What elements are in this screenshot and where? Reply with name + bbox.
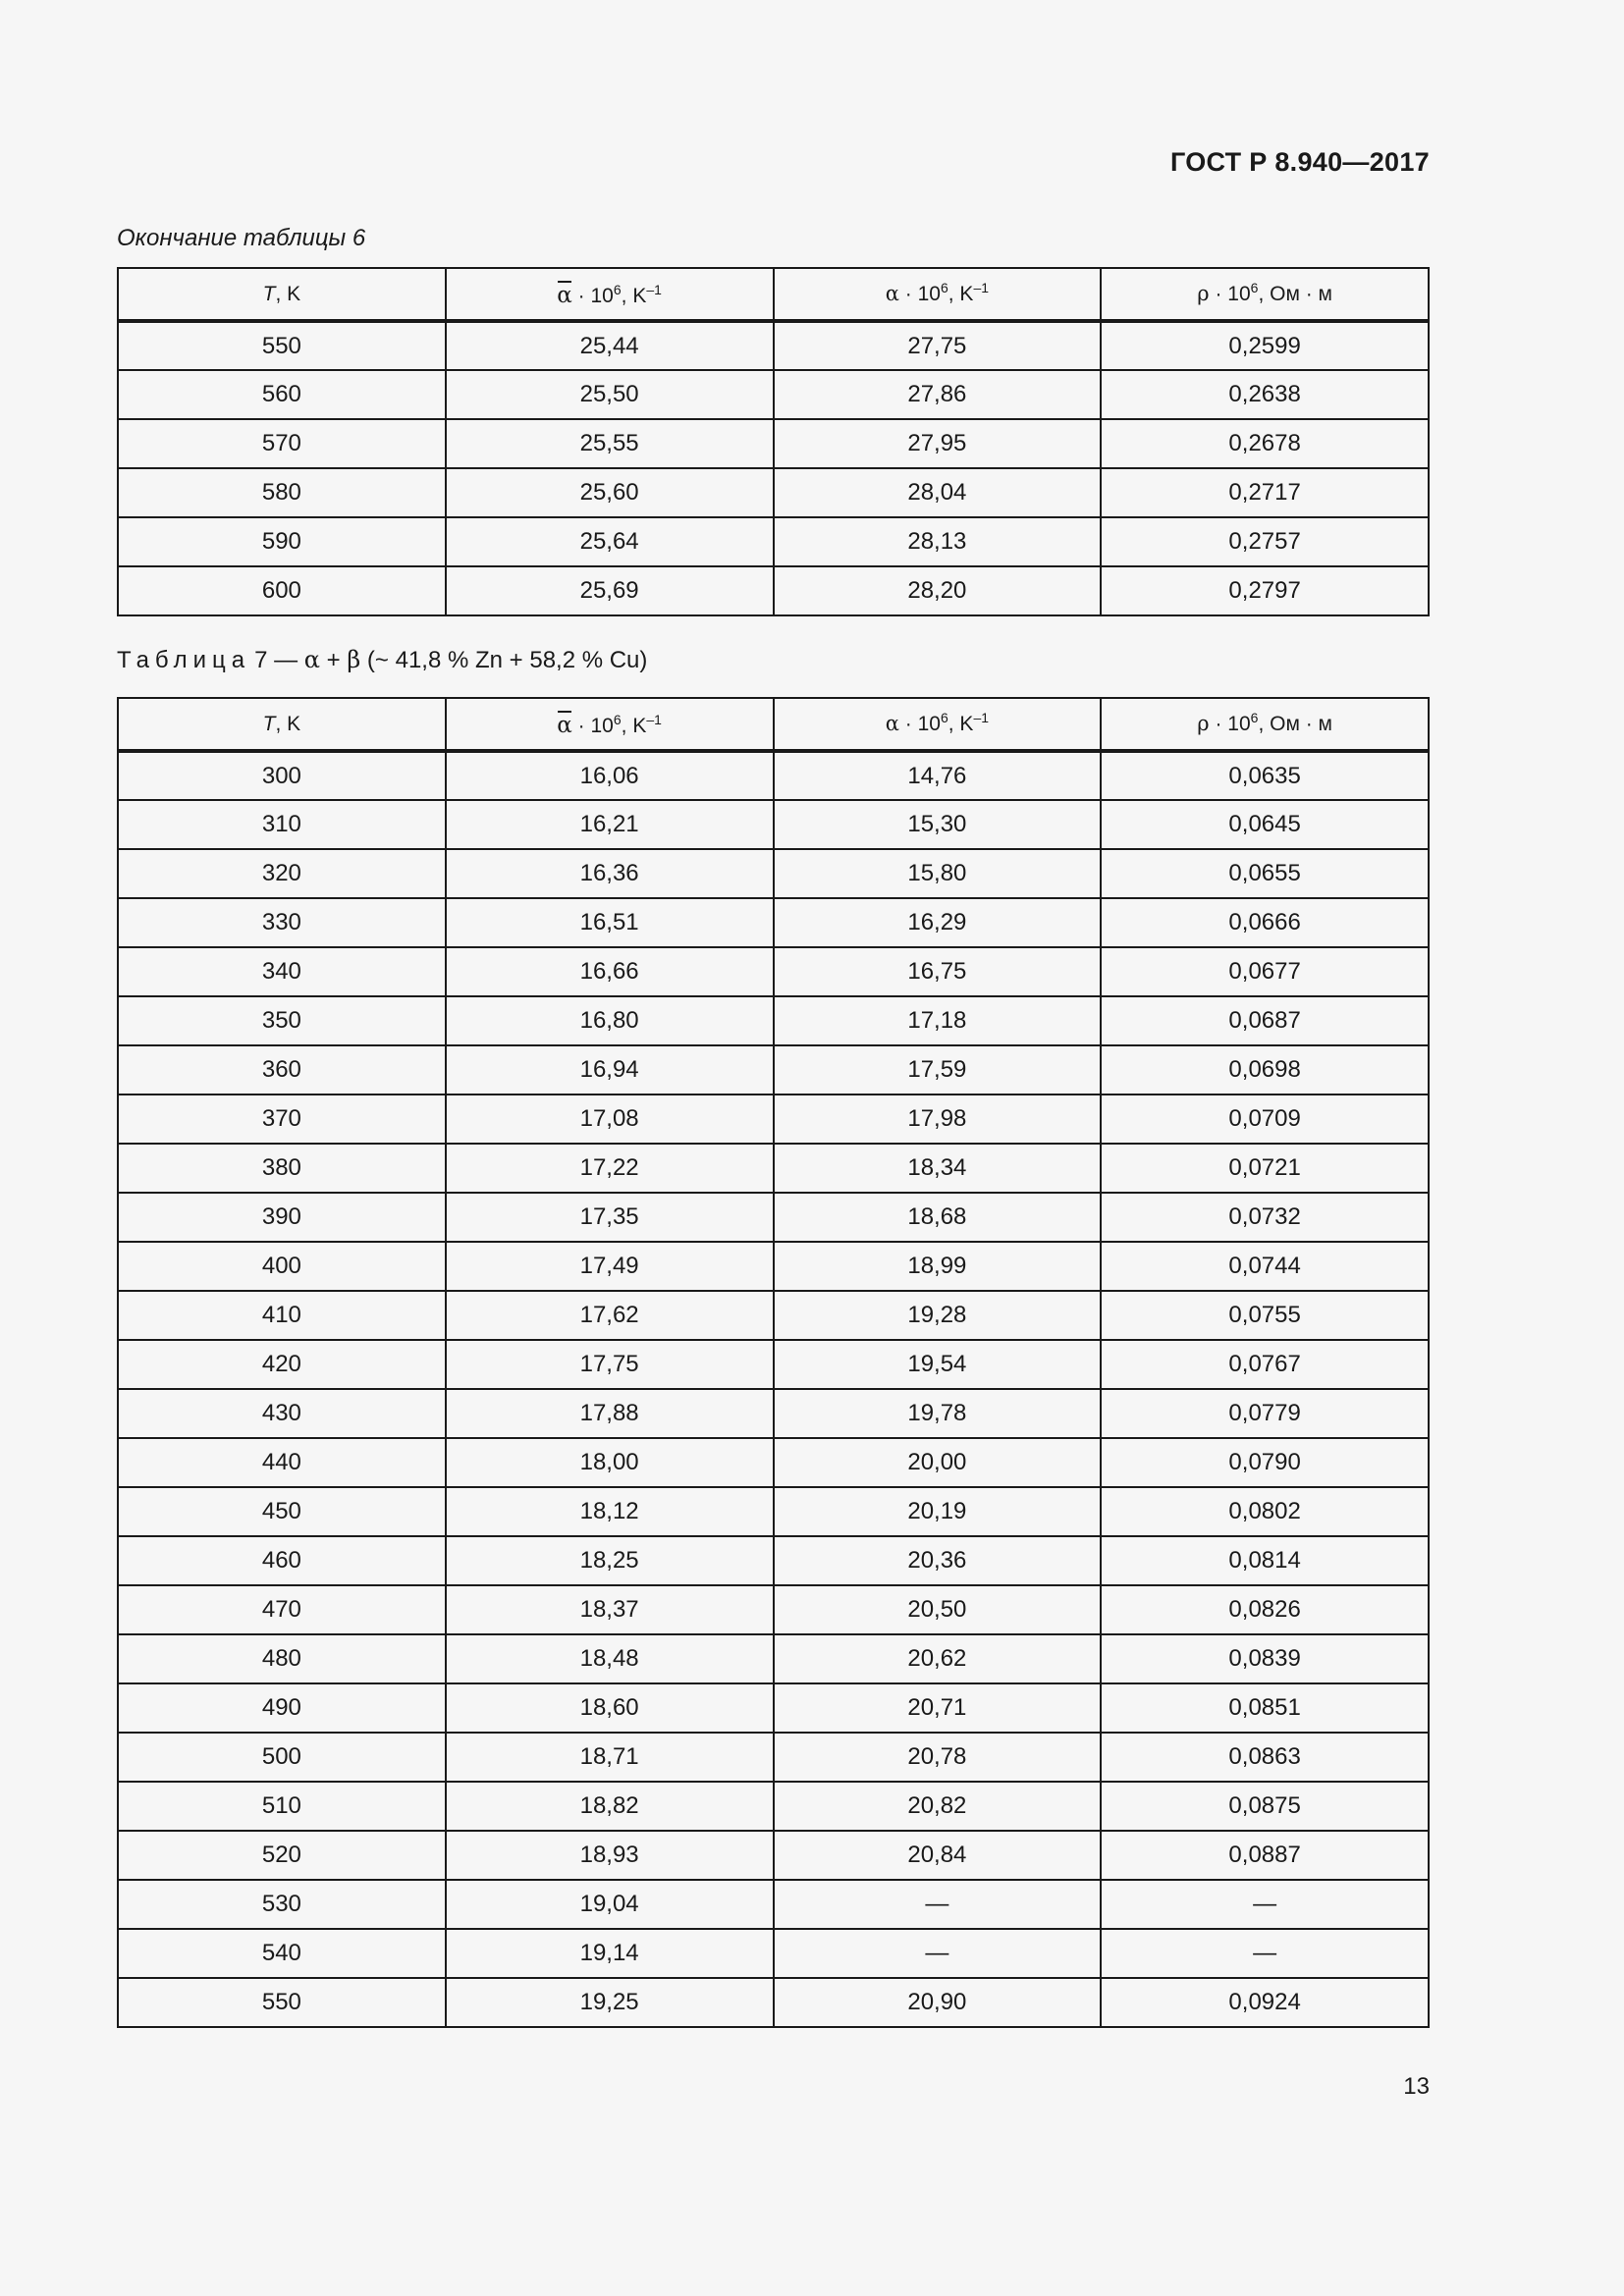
cell-expansion: 14,76 [774, 751, 1102, 800]
cell-expansion: 27,86 [774, 370, 1102, 419]
cell-resistivity: 0,2599 [1101, 321, 1429, 370]
cell-temperature: 550 [118, 321, 446, 370]
table-row [118, 1733, 1429, 1782]
table-row [118, 1242, 1429, 1291]
cell-resistivity: 0,0875 [1101, 1782, 1429, 1831]
cell-resistivity: 0,2797 [1101, 566, 1429, 615]
cell-resistivity: 0,0677 [1101, 947, 1429, 996]
cell-expansion: 20,36 [774, 1536, 1102, 1585]
table-row [118, 1389, 1429, 1438]
alpha-bar-symbol: α [557, 282, 572, 308]
cell-temperature: 400 [118, 1242, 446, 1291]
table-row [118, 947, 1429, 996]
cell-expansion: 20,19 [774, 1487, 1102, 1536]
cell-resistivity: 0,0863 [1101, 1733, 1429, 1782]
table7-caption: Таблица 7 — α + β (~ 41,8 % Zn + 58,2 % Cu) [117, 646, 648, 673]
table-row [118, 1291, 1429, 1340]
cell-expansion: 28,13 [774, 517, 1102, 566]
cell-expansion: 20,84 [774, 1831, 1102, 1880]
cell-expansion: 17,18 [774, 996, 1102, 1045]
table-row [118, 1585, 1429, 1634]
cell-resistivity: 0,2638 [1101, 370, 1429, 419]
cell-expansion: 20,50 [774, 1585, 1102, 1634]
cell-resistivity: 0,2717 [1101, 468, 1429, 517]
cell-resistivity: 0,0744 [1101, 1242, 1429, 1291]
alpha-bar-symbol: α [557, 712, 572, 738]
cell-temperature: 310 [118, 800, 446, 849]
cell-temperature: 540 [118, 1929, 446, 1978]
cell-mean-expansion: 25,64 [446, 517, 774, 566]
table-row [118, 800, 1429, 849]
col-header-resistivity: $\rho \cdot 10^6$, Ом · м [1101, 698, 1429, 751]
table-row [118, 1880, 1429, 1929]
cell-mean-expansion: 16,80 [446, 996, 774, 1045]
table7 [117, 697, 1430, 2028]
cell-expansion: 20,90 [774, 1978, 1102, 2027]
cell-resistivity: 0,0839 [1101, 1634, 1429, 1683]
cell-mean-expansion: 17,62 [446, 1291, 774, 1340]
cell-temperature: 600 [118, 566, 446, 615]
table-row [118, 468, 1429, 517]
cell-resistivity: 0,0826 [1101, 1585, 1429, 1634]
cell-resistivity: 0,2678 [1101, 419, 1429, 468]
cell-temperature: 390 [118, 1193, 446, 1242]
cell-mean-expansion: 16,36 [446, 849, 774, 898]
table-row [118, 1340, 1429, 1389]
col-header-mean-expansion: $\alpha \cdot 10^6$, $K^{-1}$ [446, 698, 774, 751]
cell-temperature: 510 [118, 1782, 446, 1831]
cell-temperature: 430 [118, 1389, 446, 1438]
cell-expansion: 18,34 [774, 1144, 1102, 1193]
col-header-mean-expansion: $\alpha \cdot 10^6$, $K^{-1}$ [446, 268, 774, 321]
col-header-temperature: T, K [118, 698, 446, 751]
cell-expansion: 20,71 [774, 1683, 1102, 1733]
cell-expansion: 27,95 [774, 419, 1102, 468]
cell-mean-expansion: 25,69 [446, 566, 774, 615]
cell-expansion: 17,59 [774, 1045, 1102, 1095]
cell-expansion: 20,00 [774, 1438, 1102, 1487]
cell-temperature: 360 [118, 1045, 446, 1095]
cell-resistivity: 0,0645 [1101, 800, 1429, 849]
cell-temperature: 410 [118, 1291, 446, 1340]
cell-expansion: 19,28 [774, 1291, 1102, 1340]
cell-expansion: 19,78 [774, 1389, 1102, 1438]
cell-resistivity: 0,0755 [1101, 1291, 1429, 1340]
table-row [118, 1634, 1429, 1683]
cell-mean-expansion: 25,60 [446, 468, 774, 517]
table-row [118, 996, 1429, 1045]
cell-mean-expansion: 17,75 [446, 1340, 774, 1389]
cell-resistivity: 0,0802 [1101, 1487, 1429, 1536]
table6-header-row [118, 268, 1429, 321]
cell-resistivity: 0,0851 [1101, 1683, 1429, 1733]
cell-mean-expansion: 17,49 [446, 1242, 774, 1291]
cell-mean-expansion: 18,00 [446, 1438, 774, 1487]
table-row [118, 370, 1429, 419]
col-header-expansion: $\alpha \cdot 10^6$, $K^{-1}$ [774, 268, 1102, 321]
cell-resistivity: — [1101, 1880, 1429, 1929]
cell-temperature: 470 [118, 1585, 446, 1634]
cell-resistivity: 0,0767 [1101, 1340, 1429, 1389]
table-row [118, 1536, 1429, 1585]
col-header-resistivity: $\rho \cdot 10^6$, Ом · м [1101, 268, 1429, 321]
cell-mean-expansion: 18,37 [446, 1585, 774, 1634]
cell-mean-expansion: 19,04 [446, 1880, 774, 1929]
cell-expansion: — [774, 1929, 1102, 1978]
cell-temperature: 520 [118, 1831, 446, 1880]
cell-mean-expansion: 18,71 [446, 1733, 774, 1782]
cell-temperature: 530 [118, 1880, 446, 1929]
cell-mean-expansion: 17,08 [446, 1095, 774, 1144]
cell-expansion: 18,68 [774, 1193, 1102, 1242]
cell-expansion: — [774, 1880, 1102, 1929]
cell-expansion: 28,04 [774, 468, 1102, 517]
cell-resistivity: 0,0655 [1101, 849, 1429, 898]
cell-mean-expansion: 18,25 [446, 1536, 774, 1585]
cell-expansion: 15,30 [774, 800, 1102, 849]
cell-resistivity: 0,0732 [1101, 1193, 1429, 1242]
cell-mean-expansion: 18,93 [446, 1831, 774, 1880]
cell-resistivity: 0,0635 [1101, 751, 1429, 800]
cell-temperature: 330 [118, 898, 446, 947]
table-row [118, 898, 1429, 947]
cell-resistivity: 0,0790 [1101, 1438, 1429, 1487]
cell-temperature: 560 [118, 370, 446, 419]
cell-resistivity: 0,0666 [1101, 898, 1429, 947]
cell-temperature: 550 [118, 1978, 446, 2027]
table-row [118, 1438, 1429, 1487]
col-header-expansion: $\alpha \cdot 10^6$, $K^{-1}$ [774, 698, 1102, 751]
cell-temperature: 480 [118, 1634, 446, 1683]
cell-expansion: 17,98 [774, 1095, 1102, 1144]
cell-resistivity: 0,2757 [1101, 517, 1429, 566]
table-row [118, 1193, 1429, 1242]
cell-mean-expansion: 16,94 [446, 1045, 774, 1095]
col-header-temperature: T, K [118, 268, 446, 321]
table7-header-row [118, 698, 1429, 751]
cell-mean-expansion: 16,21 [446, 800, 774, 849]
page-number: 13 [1403, 2073, 1430, 2100]
table-row [118, 1782, 1429, 1831]
cell-temperature: 380 [118, 1144, 446, 1193]
cell-expansion: 20,82 [774, 1782, 1102, 1831]
cell-expansion: 27,75 [774, 321, 1102, 370]
cell-mean-expansion: 18,12 [446, 1487, 774, 1536]
cell-mean-expansion: 16,66 [446, 947, 774, 996]
cell-temperature: 590 [118, 517, 446, 566]
cell-expansion: 16,29 [774, 898, 1102, 947]
cell-mean-expansion: 17,35 [446, 1193, 774, 1242]
cell-temperature: 570 [118, 419, 446, 468]
cell-temperature: 450 [118, 1487, 446, 1536]
cell-expansion: 20,78 [774, 1733, 1102, 1782]
cell-expansion: 16,75 [774, 947, 1102, 996]
table-row [118, 1978, 1429, 2027]
table-row [118, 517, 1429, 566]
cell-temperature: 440 [118, 1438, 446, 1487]
table6-caption: Окончание таблицы 6 [117, 225, 366, 251]
cell-expansion: 15,80 [774, 849, 1102, 898]
cell-expansion: 18,99 [774, 1242, 1102, 1291]
table-row [118, 321, 1429, 370]
cell-temperature: 500 [118, 1733, 446, 1782]
table-row [118, 566, 1429, 615]
cell-temperature: 320 [118, 849, 446, 898]
cell-temperature: 340 [118, 947, 446, 996]
table6-body [118, 321, 1429, 615]
cell-expansion: 20,62 [774, 1634, 1102, 1683]
table6 [117, 267, 1430, 616]
cell-mean-expansion: 25,44 [446, 321, 774, 370]
cell-temperature: 370 [118, 1095, 446, 1144]
table7-body [118, 751, 1429, 2027]
cell-mean-expansion: 25,50 [446, 370, 774, 419]
cell-temperature: 350 [118, 996, 446, 1045]
cell-temperature: 460 [118, 1536, 446, 1585]
cell-mean-expansion: 19,25 [446, 1978, 774, 2027]
table-row [118, 419, 1429, 468]
cell-mean-expansion: 16,06 [446, 751, 774, 800]
cell-mean-expansion: 16,51 [446, 898, 774, 947]
table-row [118, 751, 1429, 800]
cell-resistivity: 0,0814 [1101, 1536, 1429, 1585]
cell-expansion: 19,54 [774, 1340, 1102, 1389]
cell-resistivity: 0,0887 [1101, 1831, 1429, 1880]
cell-temperature: 300 [118, 751, 446, 800]
table-row [118, 1144, 1429, 1193]
cell-resistivity: 0,0698 [1101, 1045, 1429, 1095]
cell-mean-expansion: 18,48 [446, 1634, 774, 1683]
cell-mean-expansion: 19,14 [446, 1929, 774, 1978]
cell-resistivity: 0,0924 [1101, 1978, 1429, 2027]
table-row [118, 849, 1429, 898]
cell-resistivity: 0,0779 [1101, 1389, 1429, 1438]
cell-mean-expansion: 25,55 [446, 419, 774, 468]
table-row [118, 1831, 1429, 1880]
table-row [118, 1487, 1429, 1536]
cell-resistivity: — [1101, 1929, 1429, 1978]
table-row [118, 1045, 1429, 1095]
cell-temperature: 490 [118, 1683, 446, 1733]
cell-temperature: 420 [118, 1340, 446, 1389]
cell-expansion: 28,20 [774, 566, 1102, 615]
cell-resistivity: 0,0709 [1101, 1095, 1429, 1144]
cell-mean-expansion: 17,22 [446, 1144, 774, 1193]
cell-resistivity: 0,0721 [1101, 1144, 1429, 1193]
table-row [118, 1683, 1429, 1733]
cell-mean-expansion: 18,60 [446, 1683, 774, 1733]
cell-mean-expansion: 18,82 [446, 1782, 774, 1831]
document-code: ГОСТ Р 8.940—2017 [1169, 147, 1430, 177]
cell-mean-expansion: 17,88 [446, 1389, 774, 1438]
table-row [118, 1929, 1429, 1978]
table-row [118, 1095, 1429, 1144]
cell-resistivity: 0,0687 [1101, 996, 1429, 1045]
cell-temperature: 580 [118, 468, 446, 517]
